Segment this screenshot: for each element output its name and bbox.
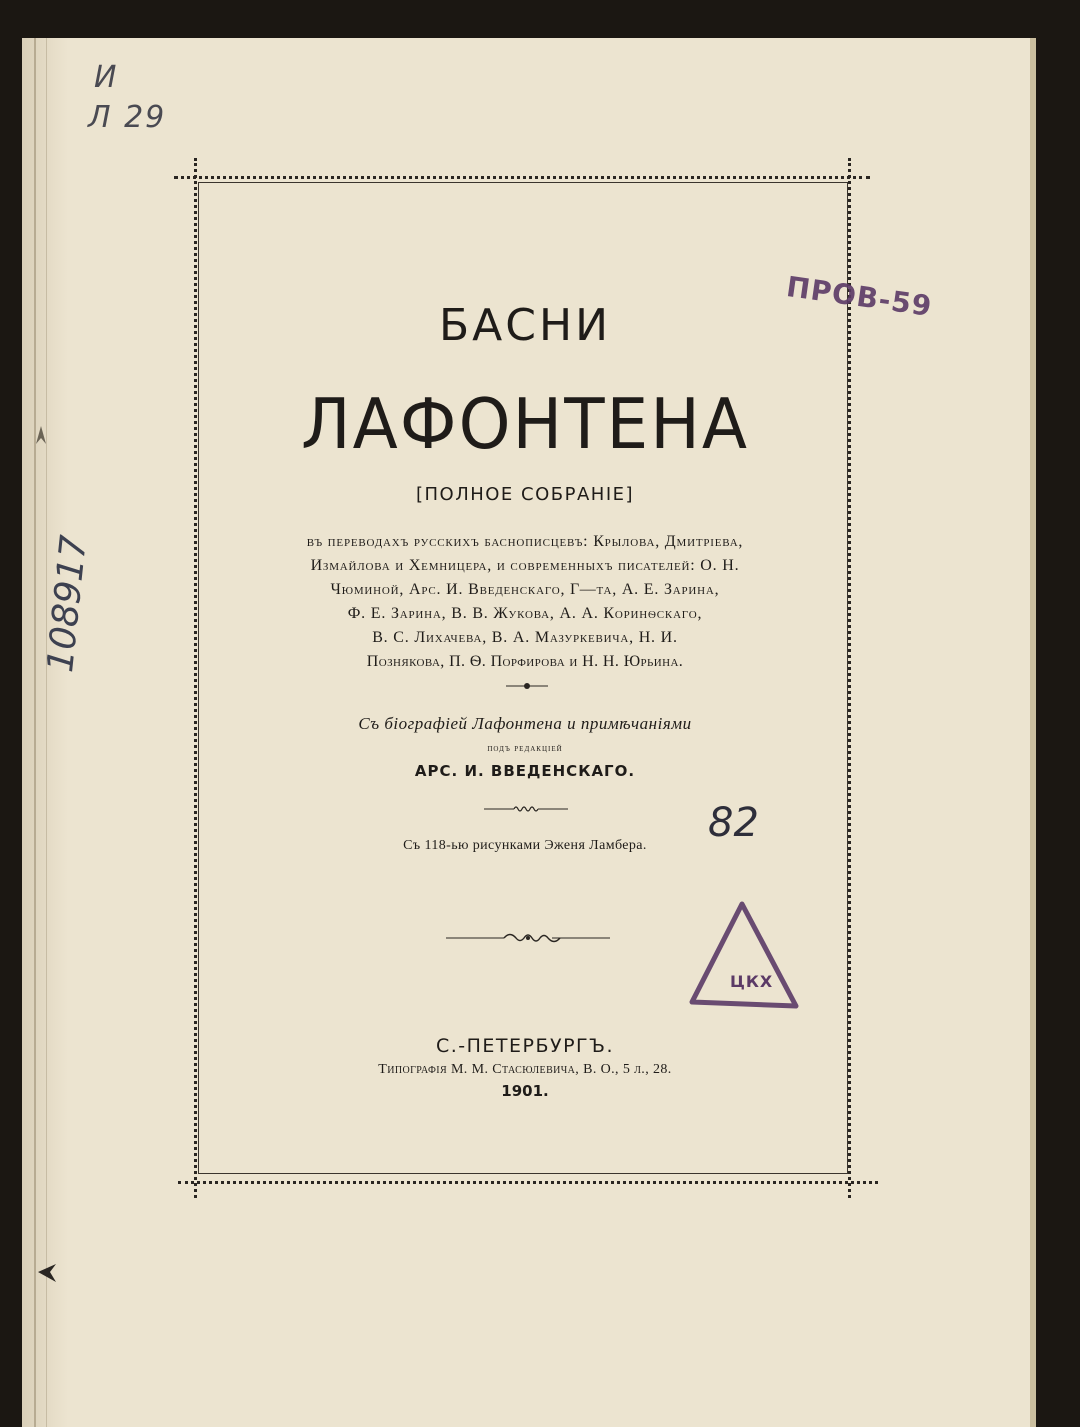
binding-gutter — [22, 38, 68, 1427]
top-dotted-rule — [174, 176, 870, 179]
title-line-2: ЛАФОНТЕНА — [301, 384, 749, 465]
translators-line-1: въ переводахъ русскихъ баснописцевъ: Крылова, Дмитріева, — [306, 533, 744, 550]
triangle-stamp-label: ЦКХ — [730, 972, 774, 991]
bottom-dotted-rule — [178, 1181, 878, 1184]
dot-ornament — [506, 680, 548, 692]
biography-line: Съ біографіей Лафонтена и примѣчаніями — [358, 714, 692, 733]
imprint-city: С.-ПЕТЕРБУРГЪ. — [435, 1035, 615, 1057]
translators-line-4: Ф. Е. Зарина, В. В. Жукова, А. А. Коринѳскаго, — [347, 605, 703, 622]
inventory-number: 108917 — [40, 533, 96, 675]
editor-note: подъ редакціей — [487, 743, 563, 754]
imprint-printer: Типографія М. М. Стасюлевича, В. О., 5 л., 28. — [378, 1062, 672, 1077]
flourish-ornament — [446, 928, 610, 948]
page-edge — [1030, 38, 1036, 1427]
binding-arrow-icon — [34, 424, 48, 448]
triangle-stamp-icon — [688, 898, 800, 1012]
illustrations-line: Съ 118-ью рисунками Эженя Ламбера. — [403, 838, 647, 853]
translators-line-6: Познякова, П. Ѳ. Порфирова и Н. Н. Юрьина. — [366, 653, 684, 670]
translators-line-3: Чюминой, Арс. И. Введенскаго, Г—та, А. Е. Зарина, — [330, 581, 720, 598]
editor-name: АРС. И. ВВЕДЕНСКАГО. — [414, 762, 636, 780]
gutter-line — [34, 38, 36, 1427]
prov-stamp: ПРОВ-59 — [784, 269, 935, 324]
translators-line-5: В. С. Лихачева, В. А. Мазуркевича, Н. И. — [372, 629, 678, 646]
gutter-line — [46, 38, 47, 1427]
wave-ornament — [484, 804, 568, 814]
shelf-mark-1: И — [94, 60, 117, 95]
shelf-mark-2: Л 29 — [88, 100, 167, 135]
binding-arrow-icon — [36, 1262, 60, 1284]
imprint-year: 1901. — [501, 1082, 549, 1100]
translators-line-2: Измайлова и Хемницера, и современныхъ писателей: О. Н. — [310, 557, 740, 574]
title-line-1: БАСНИ — [438, 300, 611, 351]
left-dotted-rule — [194, 158, 197, 1198]
subtitle: [ПОЛНОЕ СОБРАНІЕ] — [415, 484, 635, 505]
page-count-note: 82 — [708, 800, 759, 846]
